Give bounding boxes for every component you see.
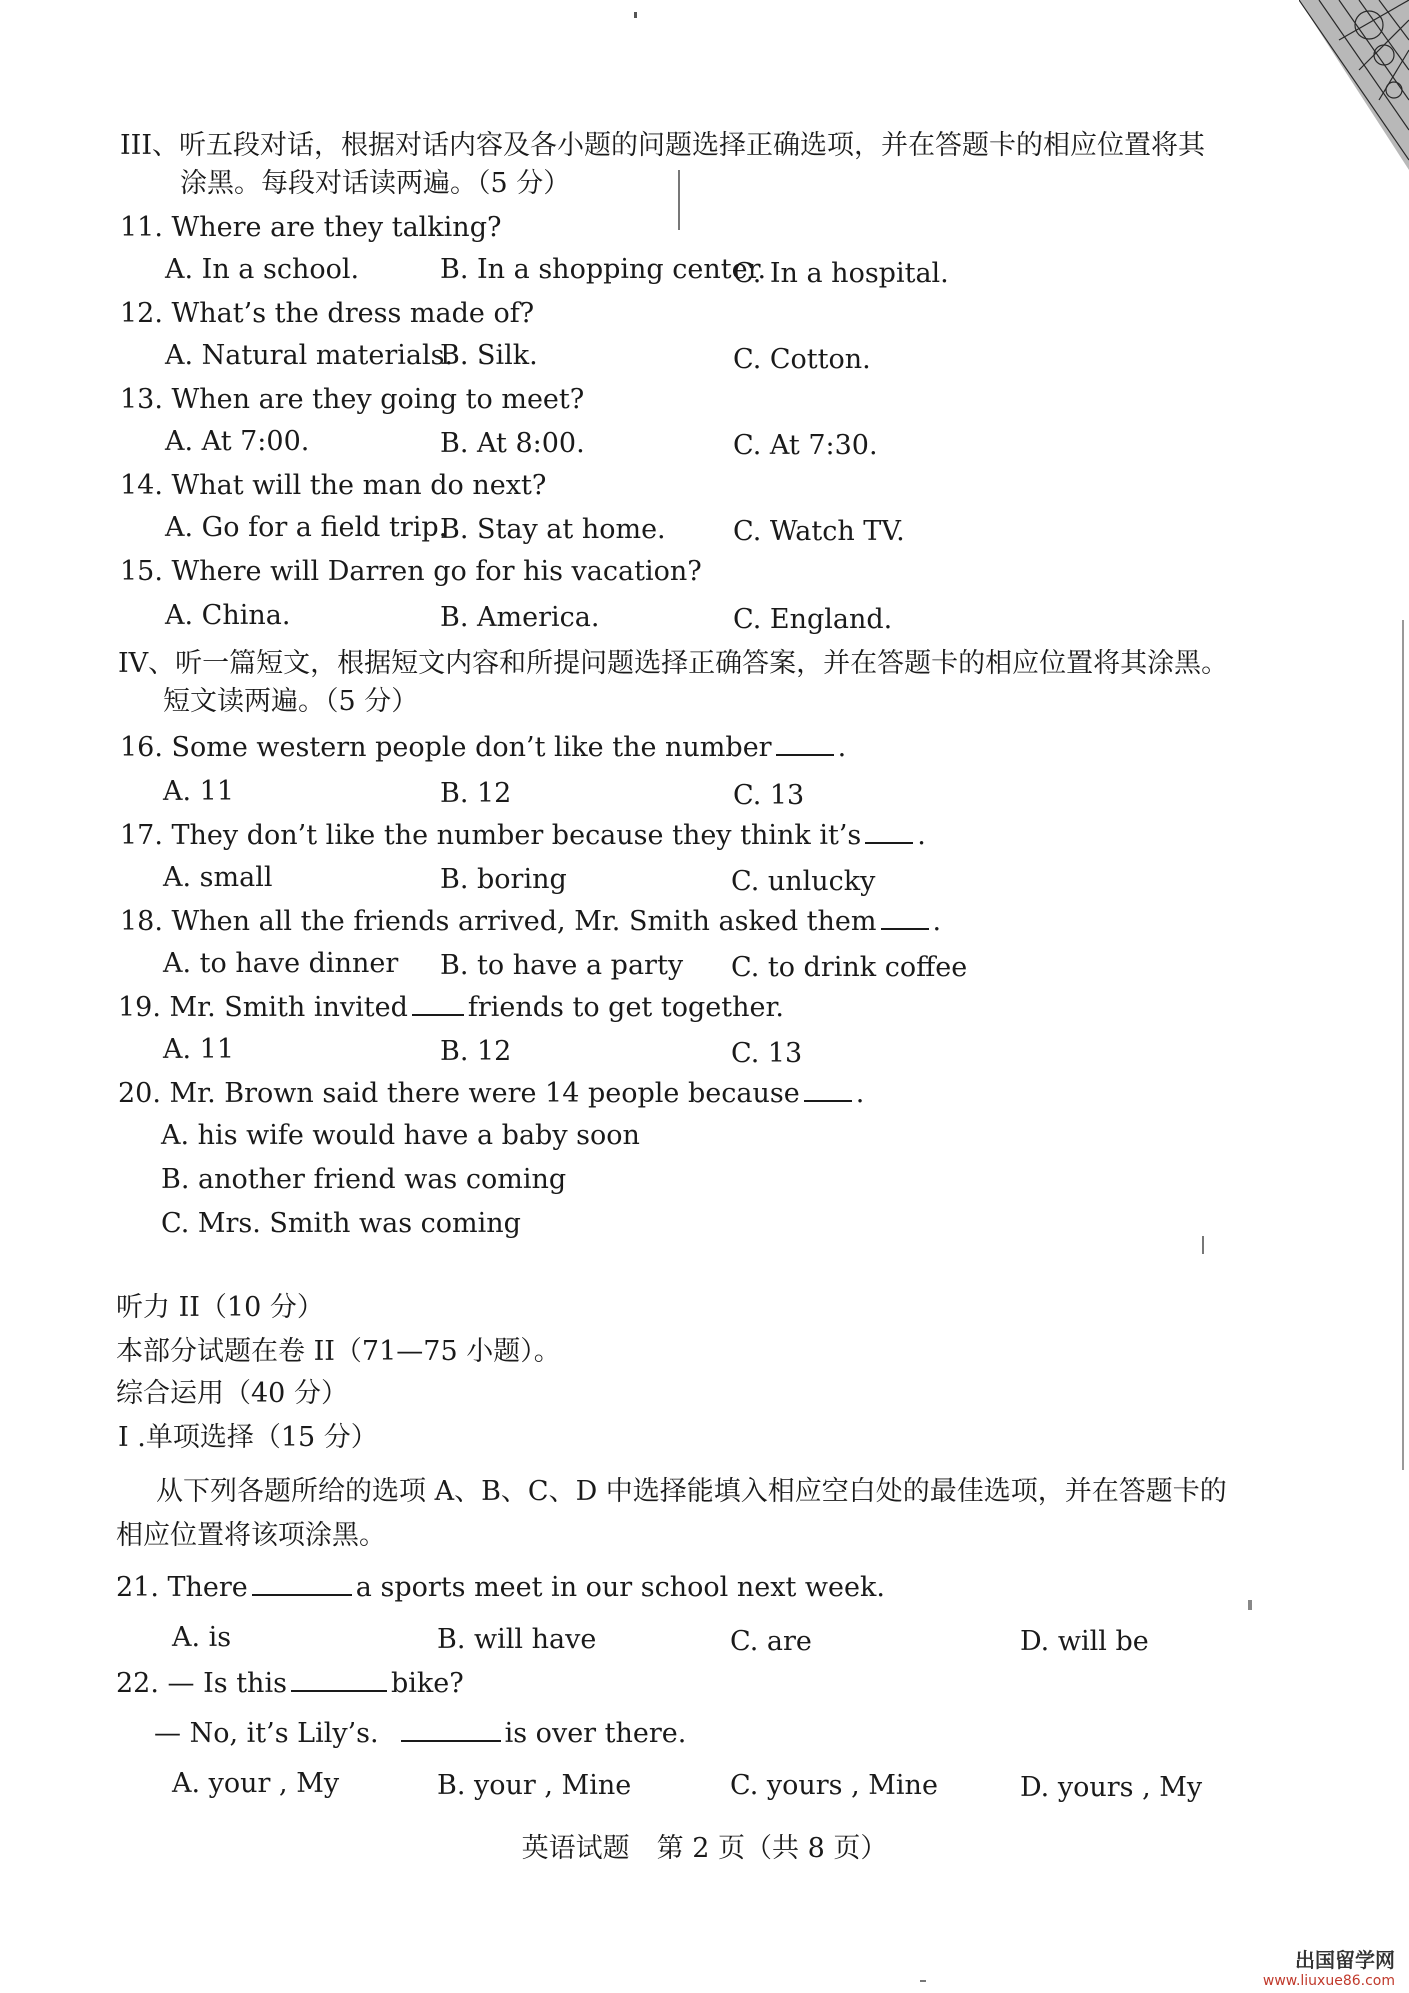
answer-blank xyxy=(865,818,913,844)
scan-speck xyxy=(920,1980,926,1982)
q17-text: 17. They don’t like the number because they think it’s xyxy=(120,820,862,851)
comprehensive-title: 综合运用（40 分） xyxy=(116,1378,348,1409)
question-15: 15. Where will Darren go for his vacation? xyxy=(120,556,702,587)
q21-text: 21. There xyxy=(116,1572,248,1603)
q13-option-b: B. At 8:00. xyxy=(440,428,585,459)
listening-ii-title: 听力 II（10 分） xyxy=(116,1292,324,1323)
scan-mark xyxy=(678,170,680,230)
q20-text: 20. Mr. Brown said there were 14 people because xyxy=(118,1078,800,1109)
question-20 xyxy=(118,1076,864,1112)
q18-option-b: B. to have a party xyxy=(440,950,684,981)
q11-option-b: B. In a shopping center. xyxy=(440,254,767,285)
q12-option-b: B. Silk. xyxy=(440,340,538,371)
q11-option-c: C. In a hospital. xyxy=(733,258,949,289)
question-13: 13. When are they going to meet? xyxy=(120,384,585,415)
scan-speck xyxy=(1248,1600,1252,1610)
watermark-url: www.liuxue86.com xyxy=(1262,1973,1395,1989)
q15-option-b: B. America. xyxy=(440,602,600,633)
scan-mark xyxy=(1202,1236,1204,1254)
q19-option-c: C. 13 xyxy=(731,1038,803,1069)
q20-option-b: B. another friend was coming xyxy=(161,1164,567,1195)
q22-option-b: B. your , Mine xyxy=(437,1770,632,1801)
q14-option-b: B. Stay at home. xyxy=(440,514,666,545)
single-choice-instructions-cont: 相应位置将该项涂黑。 xyxy=(116,1520,386,1551)
question-22-reply xyxy=(154,1716,686,1752)
q21-option-b: B. will have xyxy=(437,1624,597,1655)
single-choice-instructions: 从下列各题所给的选项 A、B、C、D 中选择能填入相应空白处的最佳选项，并在答题卡的 xyxy=(156,1476,1227,1507)
q17-option-a: A. small xyxy=(163,862,273,893)
question-12: 12. What’s the dress made of? xyxy=(120,298,535,329)
section-iv-header: IV、听一篇短文，根据短文内容和所提问题选择正确答案，并在答题卡的相应位置将其涂黑。 xyxy=(118,648,1229,679)
q14-option-a: A. Go for a field trip. xyxy=(165,512,448,543)
q16-option-c: C. 13 xyxy=(733,780,805,811)
q18-option-a: A. to have dinner xyxy=(163,948,399,979)
q21-text-end: a sports meet in our school next week. xyxy=(355,1572,885,1603)
question-17 xyxy=(120,818,926,854)
q21-option-d: D. will be xyxy=(1020,1626,1149,1657)
question-16 xyxy=(120,730,846,766)
q19-text-end: friends to get together. xyxy=(467,992,784,1023)
scan-speck xyxy=(634,12,637,18)
question-22 xyxy=(116,1666,464,1702)
watermark-title: 出国留学网 xyxy=(1295,1948,1395,1972)
q20-option-c: C. Mrs. Smith was coming xyxy=(161,1208,521,1239)
answer-blank xyxy=(776,730,834,756)
scan-edge xyxy=(1402,620,1404,1470)
answer-blank xyxy=(804,1076,852,1102)
answer-blank xyxy=(412,990,464,1016)
q20-option-a: A. his wife would have a baby soon xyxy=(161,1120,640,1151)
q20-text-end: . xyxy=(855,1078,865,1109)
answer-blank xyxy=(881,904,929,930)
question-11: 11. Where are they talking? xyxy=(120,212,502,243)
q16-option-b: B. 12 xyxy=(440,778,512,809)
question-18 xyxy=(120,904,941,940)
q13-option-a: A. At 7:00. xyxy=(165,426,310,457)
site-watermark xyxy=(1263,1944,1395,1989)
section-iii-header: III、听五段对话，根据对话内容及各小题的问题选择正确选项，并在答题卡的相应位置将其 xyxy=(120,130,1205,161)
q22-option-c: C. yours , Mine xyxy=(730,1770,938,1801)
q18-text-end: . xyxy=(932,906,942,937)
q22-reply-text-end: is over there. xyxy=(504,1718,687,1749)
q13-option-c: C. At 7:30. xyxy=(733,430,878,461)
q21-option-a: A. is xyxy=(172,1622,232,1653)
q12-option-a: A. Natural materials. xyxy=(165,340,454,371)
question-21 xyxy=(116,1570,885,1606)
q22-text-end: bike? xyxy=(390,1668,464,1699)
single-choice-title: I .单项选择（15 分） xyxy=(118,1422,378,1453)
question-14: 14. What will the man do next? xyxy=(120,470,547,501)
q16-text-end: . xyxy=(837,732,847,763)
section-iii-header-cont: 涂黑。每段对话读两遍。（5 分） xyxy=(180,168,571,199)
q12-option-c: C. Cotton. xyxy=(733,344,871,375)
q17-option-c: C. unlucky xyxy=(731,866,876,897)
question-19 xyxy=(118,990,784,1026)
q15-option-c: C. England. xyxy=(733,604,893,635)
q19-text: 19. Mr. Smith invited xyxy=(118,992,408,1023)
section-iv-header-cont: 短文读两遍。（5 分） xyxy=(163,686,419,717)
q16-option-a: A. 11 xyxy=(163,776,235,807)
page-footer: 英语试题 第 2 页（共 8 页） xyxy=(521,1833,888,1864)
q18-option-c: C. to drink coffee xyxy=(731,952,968,983)
q22-option-d: D. yours , My xyxy=(1020,1772,1203,1803)
q11-option-a: A. In a school. xyxy=(165,254,360,285)
q22-text: 22. — Is this xyxy=(116,1668,287,1699)
q18-text: 18. When all the friends arrived, Mr. Smith asked them xyxy=(120,906,877,937)
answer-blank xyxy=(252,1570,352,1596)
q19-option-b: B. 12 xyxy=(440,1036,512,1067)
q22-reply-text: — No, it’s Lily’s. xyxy=(154,1718,379,1749)
q14-option-c: C. Watch TV. xyxy=(733,516,905,547)
answer-blank xyxy=(291,1666,387,1692)
q19-option-a: A. 11 xyxy=(163,1034,235,1065)
q17-text-end: . xyxy=(917,820,926,851)
q16-text: 16. Some western people don’t like the number xyxy=(120,732,772,763)
q21-option-c: C. are xyxy=(730,1626,812,1657)
q15-option-a: A. China. xyxy=(165,600,291,631)
listening-ii-note: 本部分试题在卷 II（71—75 小题）。 xyxy=(116,1336,561,1367)
q17-option-b: B. boring xyxy=(440,864,567,895)
q22-option-a: A. your , My xyxy=(172,1768,340,1799)
answer-blank xyxy=(401,1716,501,1742)
corner-pattern-icon xyxy=(1299,0,1409,170)
